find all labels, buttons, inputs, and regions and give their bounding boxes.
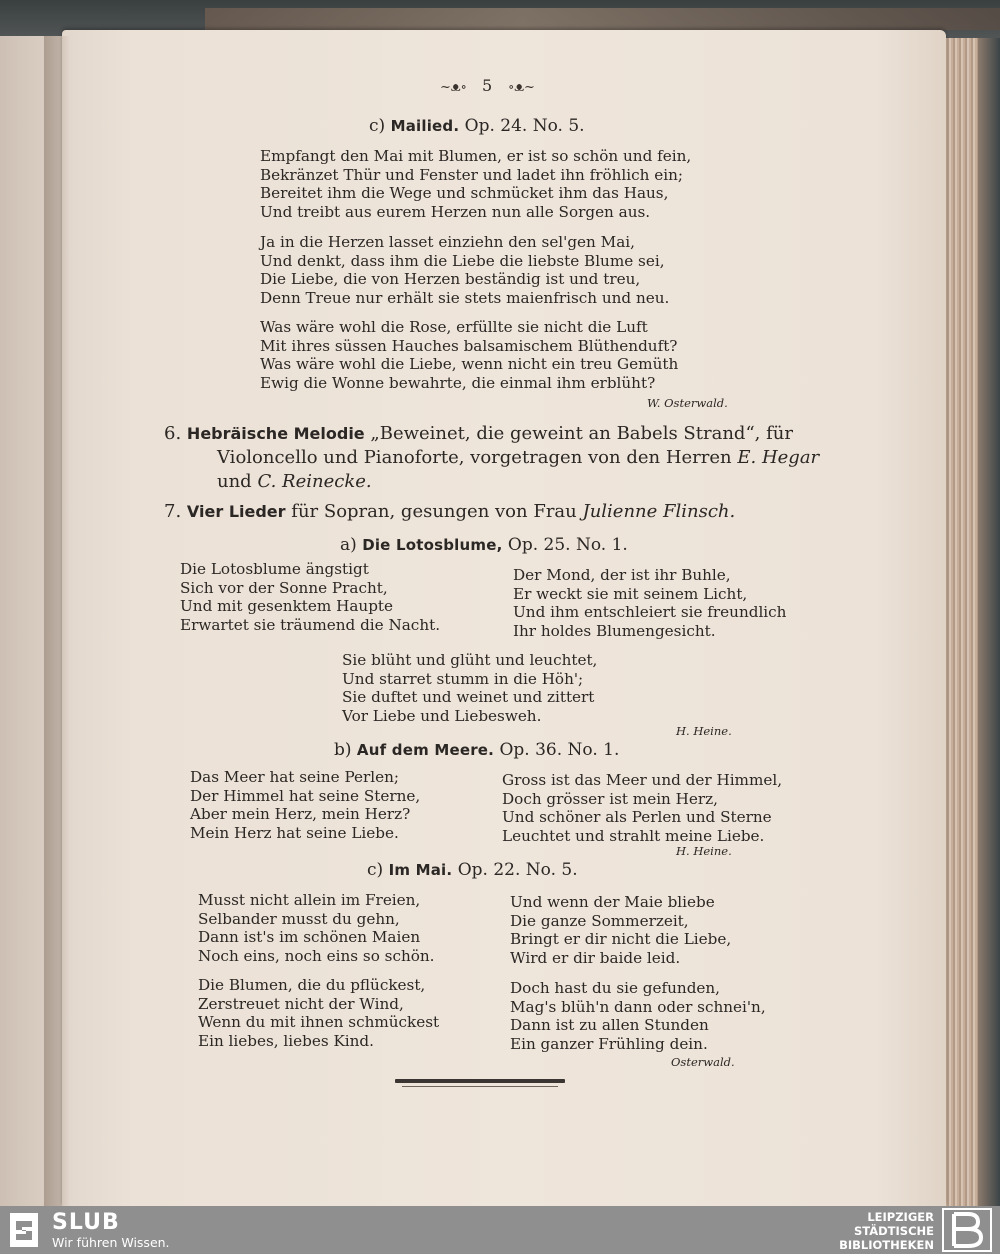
verse-line: Und starret stumm in die Höh';	[342, 669, 584, 688]
mailied-stanza-2	[260, 233, 669, 307]
verse-line: Doch grösser ist mein Herz,	[502, 789, 718, 808]
verse-line: Empfangt den Mai mit Blumen, er ist so schön und fein,	[260, 147, 692, 165]
heading-opus: Op. 36. No. 1.	[499, 740, 620, 760]
item-6-line-1	[164, 422, 793, 446]
verse-line: Mit ihres süssen Hauches balsamischem Blüthenduft?	[260, 336, 678, 355]
verse-line: Die ganze Sommerzeit,	[510, 911, 689, 930]
author-osterwald: Osterwald.	[671, 1055, 735, 1069]
slub-logo-icon	[10, 1213, 38, 1247]
verse-line: Und treibt aus eurem Herzen nun alle Sorgen aus.	[260, 202, 651, 221]
verse-line: Die Lotosblume ängstigt	[180, 560, 369, 578]
verse-line: Leuchtet und strahlt meine Liebe.	[502, 826, 765, 845]
verse-line: Sie blüht und glüht und leuchtet,	[342, 651, 598, 669]
verse-line: Musst nicht allein im Freien,	[198, 891, 421, 909]
heading-im-mai	[367, 860, 578, 880]
lsb-name[interactable]	[839, 1210, 934, 1252]
verse-line: Bringt er dir nicht die Liebe,	[510, 930, 732, 948]
closing-rule-thin	[402, 1086, 558, 1087]
verse-line: Ewig die Wonne bewahrte, die einmal ihm erblüht?	[260, 373, 656, 392]
verse-line: Wenn du mit ihnen schmückest	[198, 1013, 440, 1031]
lotosblume-left-stanza	[180, 560, 440, 634]
item-text: für Sopran, gesungen von Frau	[291, 501, 577, 522]
verse-line: Und denkt, dass ihm die Liebe die liebste Blume sei,	[260, 251, 665, 270]
item-text: „Beweinet, die geweint an Babels Strand“, für	[370, 423, 793, 444]
verse-line: Dann ist's im schönen Maien	[198, 928, 421, 946]
verse-line: Bekränzet Thür und Fenster und ladet ihn fröhlich ein;	[260, 165, 684, 184]
heading-mailied	[369, 116, 585, 136]
heading-title: Im Mai.	[388, 861, 453, 879]
heading-label: b)	[334, 740, 352, 760]
performer-name: E. Hegar	[737, 447, 820, 468]
verse-line: Der Himmel hat seine Sterne,	[190, 786, 421, 805]
verse-line: Wird er dir baide leid.	[510, 948, 681, 967]
verse-line: Die Blumen, die du pflückest,	[198, 976, 426, 994]
binding-strip	[205, 8, 1000, 30]
verse-line: Denn Treue nur erhält sie stets maienfrisch und neu.	[260, 288, 670, 307]
slub-name[interactable]: SLUB	[52, 1210, 120, 1235]
heading-auf-dem-meere	[334, 740, 619, 760]
meere-left-stanza	[190, 768, 420, 842]
verse-line: Ein liebes, liebes Kind.	[198, 1031, 374, 1050]
item-number: 6.	[164, 423, 182, 444]
item-6-line-3	[217, 470, 372, 494]
verse-line: Und mit gesenktem Haupte	[180, 597, 394, 615]
closing-rule	[395, 1079, 565, 1083]
lsb-line: STÄDTISCHE	[853, 1224, 934, 1238]
author-heine: H. Heine.	[676, 844, 732, 858]
immai-left-stanza-2	[198, 976, 439, 1050]
verse-line: Gross ist das Meer und der Himmel,	[502, 771, 783, 789]
author-osterwald: W. Osterwald.	[647, 396, 728, 410]
verse-line: Zerstreuet nicht der Wind,	[198, 994, 404, 1013]
item-text: und	[217, 471, 252, 492]
verse-line: Vor Liebe und Liebesweh.	[342, 706, 542, 725]
mailied-stanza-3	[260, 318, 678, 392]
footer-bar	[0, 1206, 1000, 1254]
verse-line: Mein Herz hat seine Liebe.	[190, 823, 399, 842]
immai-right-stanza-2	[510, 979, 766, 1053]
item-title: Hebräische Melodie	[186, 424, 365, 443]
slub-tagline: Wir führen Wissen.	[52, 1235, 170, 1250]
verse-line: Die Liebe, die von Herzen beständig ist und treu,	[260, 270, 641, 288]
author-heine: H. Heine.	[676, 724, 732, 738]
heading-label: c)	[367, 860, 384, 880]
heading-opus: Op. 24. No. 5.	[464, 116, 585, 136]
verse-line: Selbander musst du gehn,	[198, 909, 400, 928]
book-cover-edge	[978, 38, 1000, 1206]
verse-line: Und schöner als Perlen und Sterne	[502, 808, 772, 826]
verse-line: Mag's blüh'n dann oder schnei'n,	[510, 997, 766, 1016]
immai-left-stanza-1	[198, 891, 435, 965]
heading-title: Die Lotosblume,	[362, 536, 503, 554]
lsb-line: BIBLIOTHEKEN	[839, 1238, 934, 1252]
verse-line: Was wäre wohl die Liebe, wenn nicht ein treu Gemüth	[260, 355, 679, 373]
verse-line: Aber mein Herz, mein Herz?	[190, 805, 411, 823]
verse-line: Bereitet ihm die Wege und schmücket ihm das Haus,	[260, 184, 669, 202]
ornament-left: ~ᴥ∘	[440, 80, 467, 95]
heading-label: a)	[340, 535, 357, 555]
verse-line: Ihr holdes Blumengesicht.	[513, 621, 716, 640]
item-6-line-2	[217, 446, 819, 470]
mailied-stanza-1	[260, 147, 691, 221]
heading-title: Mailied.	[390, 117, 460, 135]
book-gutter-shadow	[44, 36, 70, 1206]
verse-line: Das Meer hat seine Perlen;	[190, 768, 399, 786]
lotosblume-center-stanza	[342, 651, 597, 725]
scanned-page	[62, 30, 946, 1206]
item-number: 7.	[164, 501, 182, 522]
verse-line: Ja in die Herzen lasset einziehn den sel'gen Mai,	[260, 233, 635, 251]
performer-name: Julienne Flinsch.	[582, 501, 736, 522]
item-title: Vier Lieder	[186, 502, 286, 521]
heading-title: Auf dem Meere.	[356, 741, 495, 759]
item-text: Violoncello und Pianoforte, vorgetragen von den Herren	[217, 447, 732, 468]
verse-line: Doch hast du sie gefunden,	[510, 979, 721, 997]
verse-line: Und wenn der Maie bliebe	[510, 893, 715, 911]
page-number: 5	[482, 76, 494, 95]
verse-line: Und ihm entschleiert sie freundlich	[513, 603, 787, 621]
lotosblume-right-stanza	[513, 566, 786, 640]
verse-line: Sich vor der Sonne Pracht,	[180, 578, 388, 597]
lsb-line: LEIPZIGER	[867, 1210, 934, 1224]
lsb-logo-icon	[942, 1208, 992, 1252]
heading-opus: Op. 25. No. 1.	[507, 535, 628, 555]
verse-line: Noch eins, noch eins so schön.	[198, 946, 435, 965]
verse-line: Dann ist zu allen Stunden	[510, 1016, 709, 1034]
performer-name: C. Reinecke.	[257, 471, 372, 492]
heading-lotosblume	[340, 535, 628, 555]
verse-line: Der Mond, der ist ihr Buhle,	[513, 566, 731, 584]
heading-label: c)	[369, 116, 386, 136]
immai-right-stanza-1	[510, 893, 731, 967]
verse-line: Er weckt sie mit seinem Licht,	[513, 584, 748, 603]
verse-line: Sie duftet und weinet und zittert	[342, 688, 595, 706]
verse-line: Ein ganzer Frühling dein.	[510, 1034, 708, 1053]
verse-line: Erwartet sie träumend die Nacht.	[180, 615, 441, 634]
item-7-line	[164, 500, 735, 524]
meere-right-stanza	[502, 771, 782, 845]
verse-line: Was wäre wohl die Rose, erfüllte sie nicht die Luft	[260, 318, 648, 336]
heading-opus: Op. 22. No. 5.	[457, 860, 578, 880]
ornament-right: ∘ᴥ~	[508, 80, 535, 95]
